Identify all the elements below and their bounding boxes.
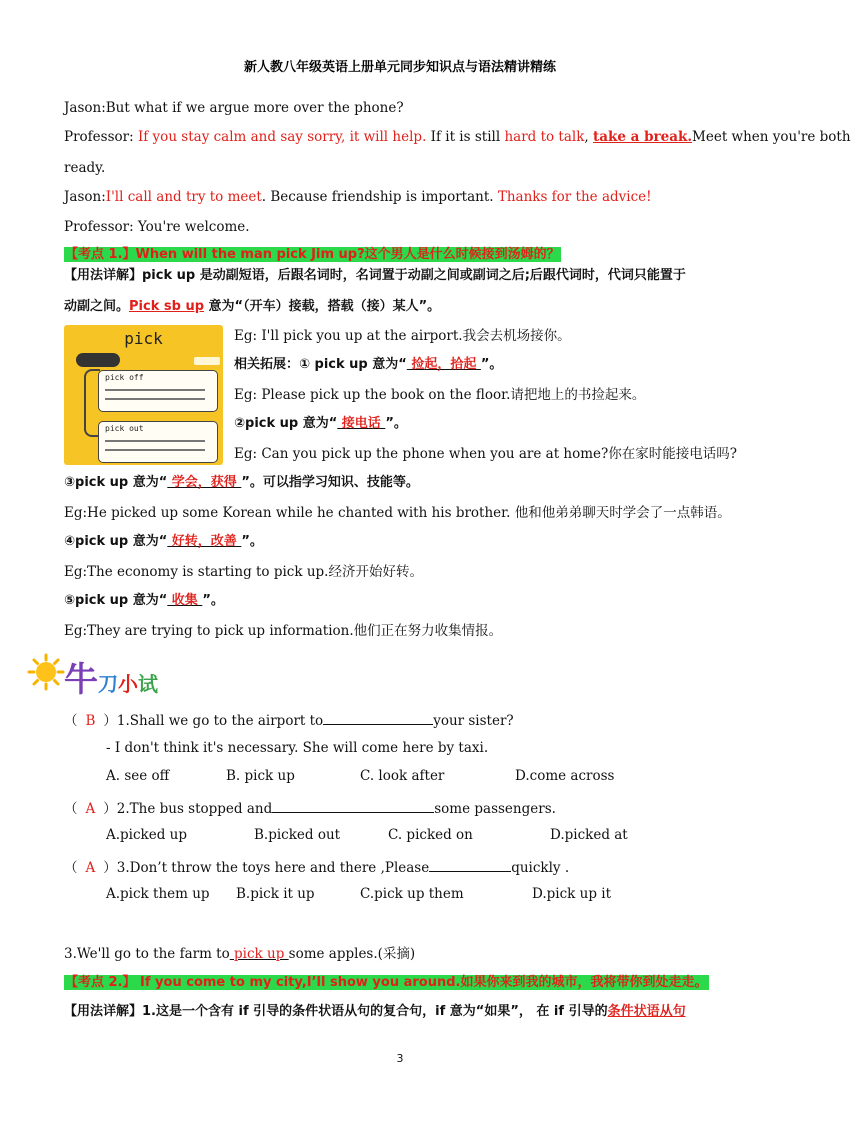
option-d: D.come across xyxy=(515,768,615,784)
point-1-title: 【考点 1.】When will the man pick Jim up?这个男人是什么时候接到汤姆的？ xyxy=(65,247,560,262)
page-header: 新人教八年级英语上册单元同步知识点与语法精讲精练 xyxy=(243,60,556,75)
quiz-1-reply: - I don't think it's necessary. She will come here by taxi. xyxy=(106,740,489,756)
meaning-2: ②pick up 意为“ 接电话 ”。 xyxy=(234,416,407,431)
red-phrase: hard to talk xyxy=(504,129,585,145)
key-phrase: take a break. xyxy=(593,129,693,145)
example-2: Eg: Please pick up the book on the floor.请把地上的书捡起来。 xyxy=(234,387,646,403)
logo-char: 小 xyxy=(118,672,138,696)
point-2-usage: 【用法详解】1.这是一个含有 if 引导的条件状语从句的复合句，if 意为“如果”， 在 if 引导的条件状语从句 xyxy=(64,1004,686,1019)
point-1-usage-2: 动副之间。Pick sb up 意为“（开车）接载，搭载（接）某人”。 xyxy=(64,299,441,314)
image-box-pick-off: pick off xyxy=(98,370,218,412)
quiz-question-1: （ B ）1.Shall we go to the airport to your sister? xyxy=(64,710,514,730)
fill-in-question: 3.We'll go to the farm to pick up some apples.(采摘) xyxy=(64,946,416,962)
dialogue-line-3: ready. xyxy=(64,160,106,176)
option-a: A. see off xyxy=(106,768,170,784)
image-text-line xyxy=(105,389,205,391)
option-d: D.pick up it xyxy=(532,886,611,902)
pick-mindmap-image xyxy=(64,325,223,465)
option-a: A.picked up xyxy=(106,827,187,843)
text: Meet when you're both xyxy=(692,129,851,145)
option-b: B.picked out xyxy=(254,827,341,843)
option-b: B. pick up xyxy=(226,768,295,784)
option-a: A.pick them up xyxy=(106,886,210,902)
image-text-line xyxy=(105,449,205,451)
example-5: Eg:The economy is starting to pick up.经济开始好转。 xyxy=(64,564,423,580)
red-phrase: Thanks for the advice! xyxy=(497,189,652,205)
speaker: Jason: xyxy=(64,189,106,205)
example-1: Eg: I'll pick you up at the airport.我会去机场接你。 xyxy=(234,328,571,344)
quiz-answer: B xyxy=(85,713,96,729)
dialogue-line-4 xyxy=(64,188,652,206)
point-1-usage: 【用法详解】pick up 是动副短语，后跟名词时，名词置于动副之间或副词之后;后跟代词时，代词只能置于 xyxy=(64,268,686,283)
image-text-line xyxy=(105,440,205,442)
dialogue-line-5: Professor: You're welcome. xyxy=(64,219,250,235)
quiz-question-2: （ A ）2.The bus stopped and some passengers. xyxy=(64,798,556,818)
text: , xyxy=(584,129,593,145)
meaning-3: ③pick up 意为“ 学会，获得 ”。可以指学习知识、技能等。 xyxy=(64,475,419,490)
dialogue-line-2 xyxy=(64,128,851,146)
image-box-pick-out: pick out xyxy=(98,421,218,463)
point-2-title: 【考点 2.】 If you come to my city,I’ll show you around.如果你来到我的城市，我将带你到处走走。 xyxy=(65,975,708,990)
image-text-line xyxy=(105,398,205,400)
extension-1: 相关拓展：① pick up 意为“ 捡起，拾起 ”。 xyxy=(234,357,503,372)
option-c: C.pick up them xyxy=(360,886,464,902)
red-phrase: If you stay calm and say sorry, it will help. xyxy=(137,129,427,145)
page-number: 3 xyxy=(396,1052,404,1065)
sun-icon xyxy=(28,654,64,690)
image-tag xyxy=(194,357,220,365)
quiz-answer: A xyxy=(85,860,96,876)
key-phrase: Pick sb up xyxy=(129,299,205,314)
text: If it is still xyxy=(426,129,505,145)
quiz-section-logo xyxy=(64,652,158,701)
image-tag xyxy=(76,353,120,367)
speaker: Professor: xyxy=(64,129,138,145)
answer-blank xyxy=(272,798,434,813)
logo-char: 刀 xyxy=(98,672,118,696)
text: . Because friendship is important. xyxy=(261,189,498,205)
red-phrase: I'll call and try to meet xyxy=(105,189,262,205)
logo-char: 试 xyxy=(138,672,158,696)
option-d: D.picked at xyxy=(550,827,628,843)
answer-blank xyxy=(429,857,511,872)
key-phrase: 条件状语从句 xyxy=(607,1004,686,1019)
option-c: C. look after xyxy=(360,768,445,784)
answer-blank xyxy=(323,710,433,725)
option-c: C. picked on xyxy=(388,827,473,843)
quiz-answer: A xyxy=(85,801,96,817)
meaning-5: ⑤pick up 意为“ 收集 ”。 xyxy=(64,593,224,608)
quiz-question-3: （ A ）3.Don’t throw the toys here and there ,Please quickly . xyxy=(64,857,569,877)
option-b: B.pick it up xyxy=(236,886,315,902)
meaning-4: ④pick up 意为“ 好转，改善 ”。 xyxy=(64,534,263,549)
image-title: pick xyxy=(124,329,163,348)
example-3: Eg: Can you pick up the phone when you are at home?你在家时能接电话吗? xyxy=(234,446,737,462)
example-6: Eg:They are trying to pick up information.他们正在努力收集情报。 xyxy=(64,623,503,639)
fill-answer: pick up xyxy=(229,946,289,962)
example-4: Eg:He picked up some Korean while he chanted with his brother. 他和他弟弟聊天时学会了一点韩语。 xyxy=(64,505,731,521)
dialogue-line-1: Jason:But what if we argue more over the phone? xyxy=(64,100,404,116)
logo-char: 牛 xyxy=(64,660,98,700)
